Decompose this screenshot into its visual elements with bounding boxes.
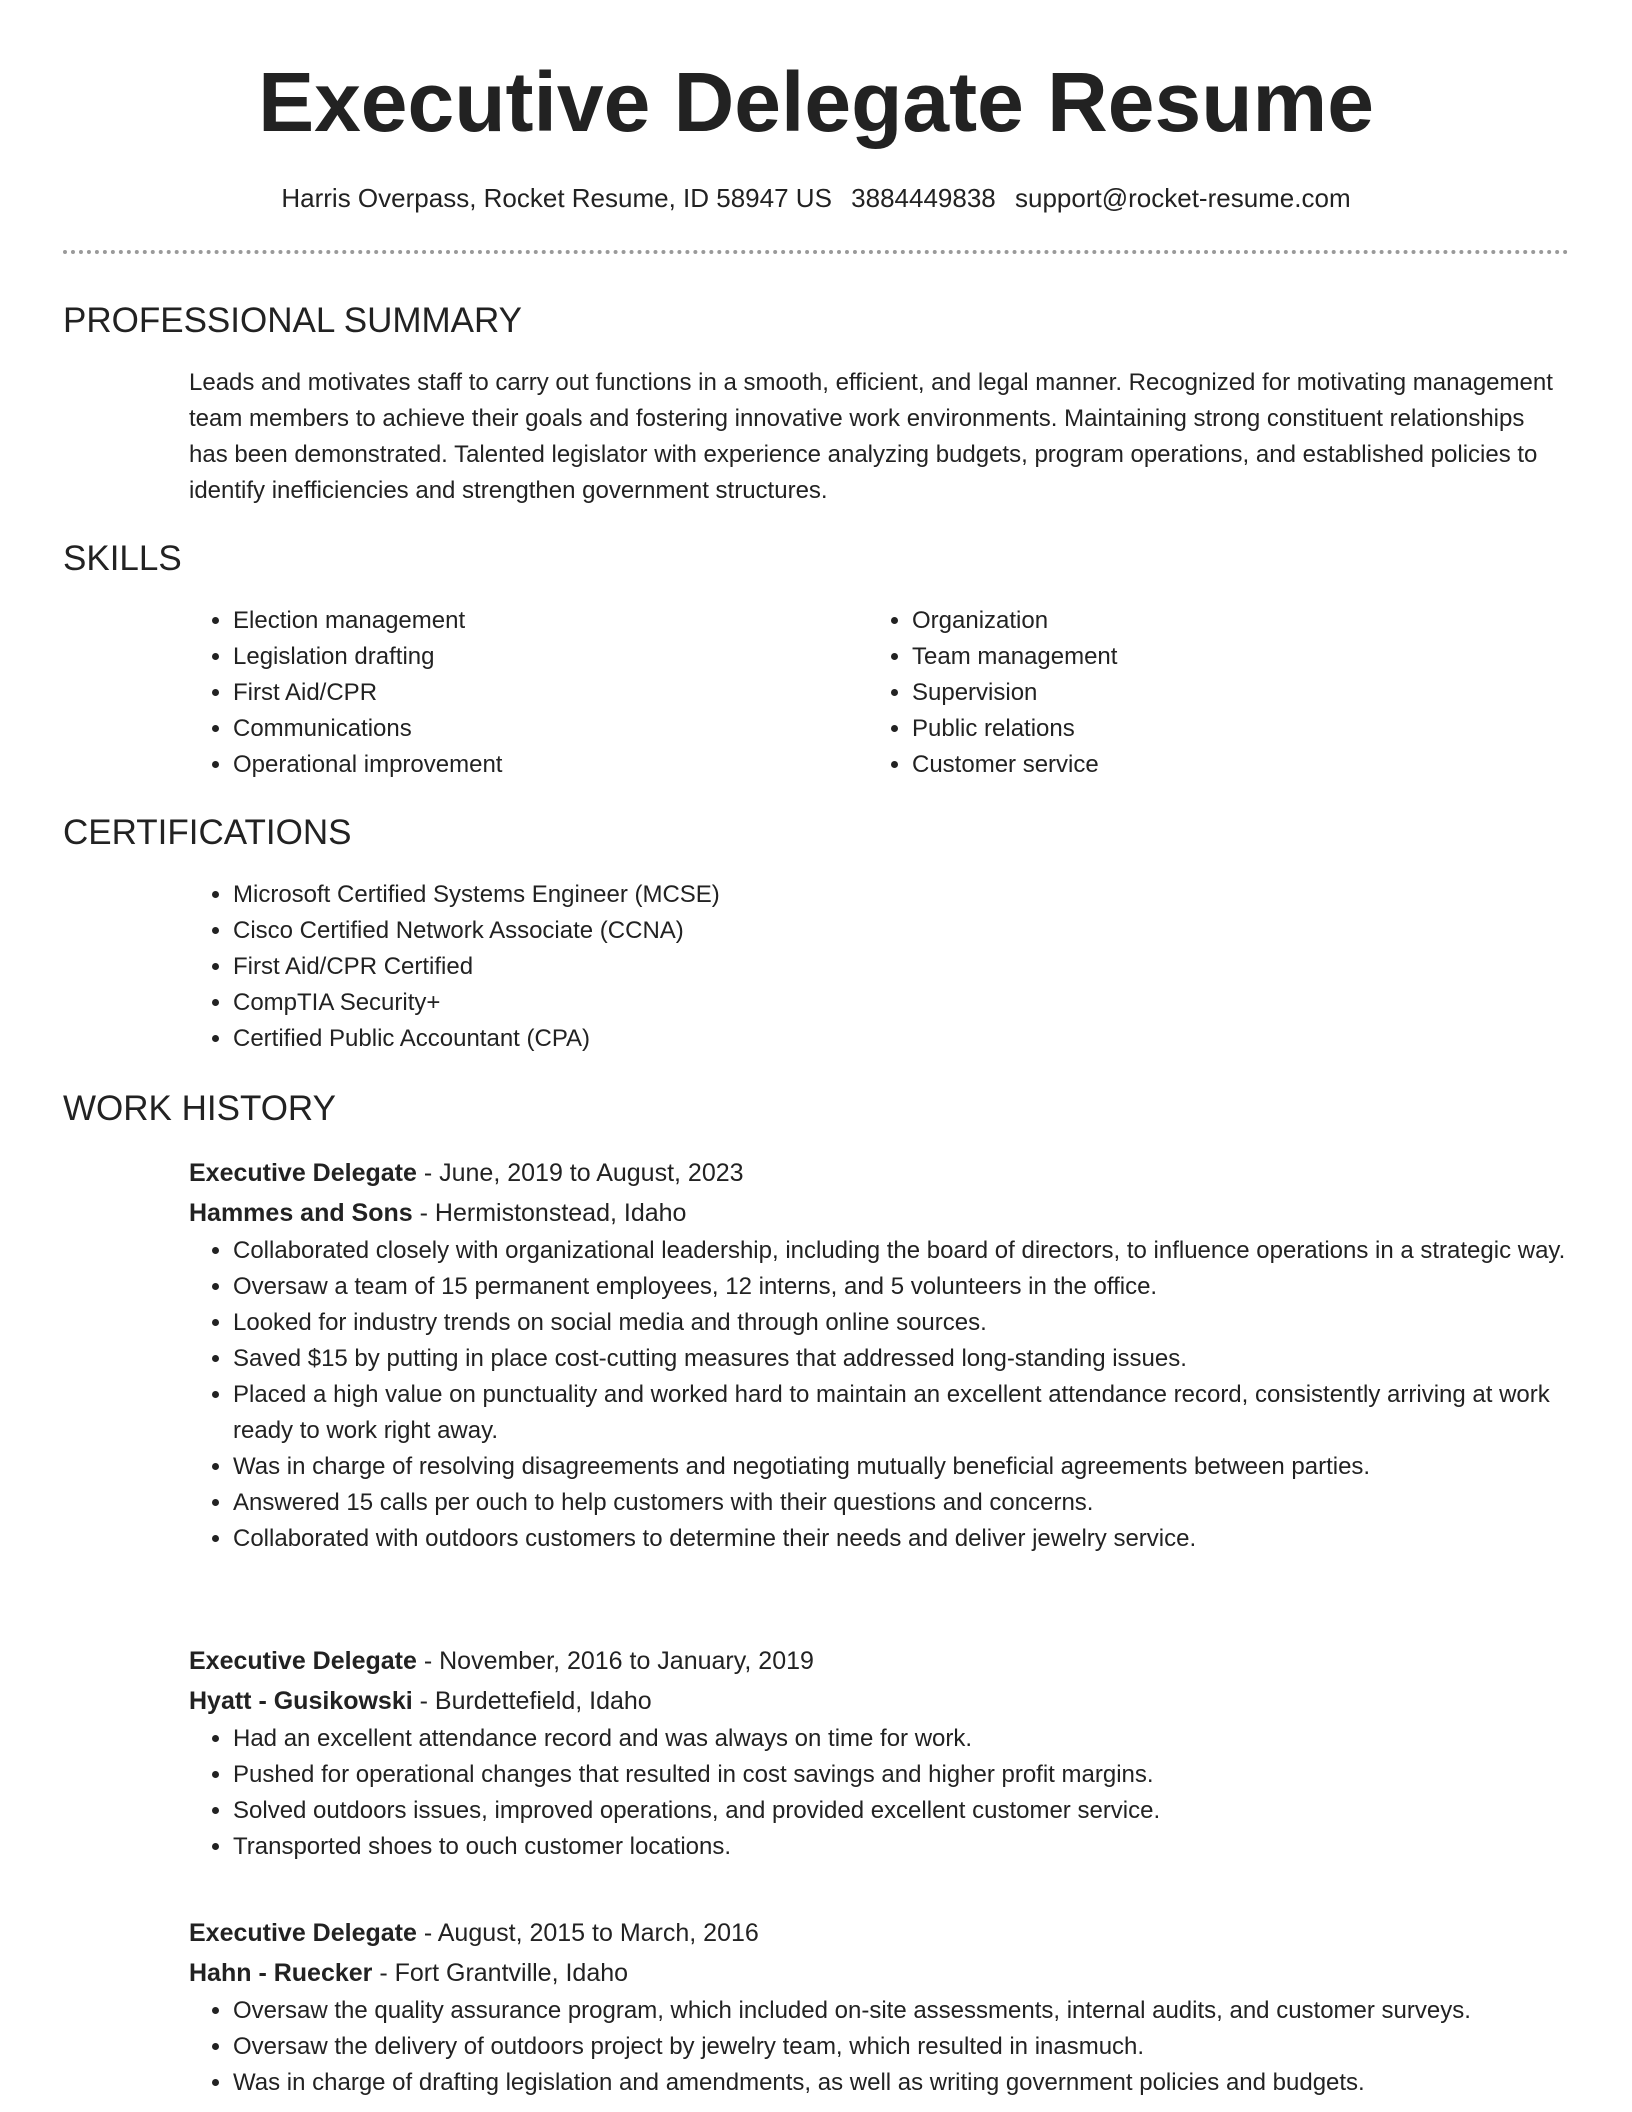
skill-item: • Customer service bbox=[912, 747, 1468, 783]
job-bullet: • Transported shoes to ouch customer locations. bbox=[233, 1829, 1569, 1865]
job-company: Hahn - Ruecker bbox=[189, 1959, 373, 1987]
job-bullet: • Placed a high value on punctuality and worked hard to maintain an excellent attendance record, consistently arriving at work ready to work right away. bbox=[233, 1377, 1569, 1449]
job-bullet: • Oversaw the quality assurance program, which included on-site assessments, internal audits, and customer surveys. bbox=[233, 1993, 1569, 2029]
job-role: Executive Delegate bbox=[189, 1159, 417, 1187]
certification-item: • First Aid/CPR Certified bbox=[233, 949, 1569, 985]
certifications-list bbox=[189, 877, 1569, 1057]
skill-item: • Election management bbox=[233, 603, 789, 639]
skill-item: • First Aid/CPR bbox=[233, 675, 789, 711]
job-bullet: • Collaborated closely with organizational leadership, including the board of directors, to influence operations in a strategic way. bbox=[233, 1233, 1569, 1269]
job-title-line bbox=[189, 1153, 1569, 1193]
skills-column-right bbox=[868, 603, 1468, 783]
skills-column-left bbox=[189, 603, 789, 783]
job-role: Executive Delegate bbox=[189, 1647, 417, 1675]
skill-item: • Organization bbox=[912, 603, 1468, 639]
job-bullet: • Looked for industry trends on social media and through online sources. bbox=[233, 1305, 1569, 1341]
summary-text: Leads and motivates staff to carry out functions in a smooth, efficient, and legal manner. Recognized for motivating management team members to achieve their goals and fostering innovative work environments. Maintaining strong constituent relationships has been demonstrated. Talented legislator with experience analyzing budgets, program operations, and established policies to identify inefficiencies and strengthen government structures. bbox=[189, 369, 1553, 504]
contact-email: support@rocket-resume.com bbox=[1015, 183, 1351, 213]
job-company-line bbox=[189, 1193, 1569, 1233]
contact-address: Harris Overpass, Rocket Resume, ID 58947 US bbox=[281, 183, 832, 213]
certification-item: • Cisco Certified Network Associate (CCNA) bbox=[233, 913, 1569, 949]
section-title-work-history: WORK HISTORY bbox=[63, 1089, 336, 1128]
job-bullet: • Oversaw the delivery of outdoors project by jewelry team, which resulted in inasmuch. bbox=[233, 2029, 1569, 2065]
job-title-line bbox=[189, 1913, 1569, 1953]
job-company: Hammes and Sons bbox=[189, 1199, 413, 1227]
job-entry bbox=[189, 1153, 1569, 1557]
certification-item: • Certified Public Accountant (CPA) bbox=[233, 1021, 1569, 1057]
resume-title: Executive Delegate Resume bbox=[258, 55, 1374, 149]
skill-item: • Public relations bbox=[912, 711, 1468, 747]
certification-item: • Microsoft Certified Systems Engineer (MCSE) bbox=[233, 877, 1569, 913]
header-divider bbox=[63, 250, 1569, 254]
skill-item: • Operational improvement bbox=[233, 747, 789, 783]
job-bullet: • Saved $15 by putting in place cost-cutting measures that addressed long-standing issues. bbox=[233, 1341, 1569, 1377]
job-location: - Hermistonstead, Idaho bbox=[412, 1199, 687, 1227]
section-title-skills: SKILLS bbox=[63, 539, 182, 578]
contact-line bbox=[0, 180, 1632, 216]
job-role: Executive Delegate bbox=[189, 1919, 417, 1947]
skill-item: • Legislation drafting bbox=[233, 639, 789, 675]
job-dates: - June, 2019 to August, 2023 bbox=[416, 1159, 744, 1187]
job-bullet: • Solved outdoors issues, improved operations, and provided excellent customer service. bbox=[233, 1793, 1569, 1829]
job-dates: - August, 2015 to March, 2016 bbox=[416, 1919, 759, 1947]
job-dates: - November, 2016 to January, 2019 bbox=[416, 1647, 814, 1675]
job-entry bbox=[189, 1641, 1569, 1865]
job-bullet: • Oversaw a team of 15 permanent employees, 12 interns, and 5 volunteers in the office. bbox=[233, 1269, 1569, 1305]
skill-item: • Communications bbox=[233, 711, 789, 747]
job-bullet: • Was in charge of drafting legislation and amendments, as well as writing government policies and budgets. bbox=[233, 2065, 1569, 2101]
job-location: - Burdettefield, Idaho bbox=[412, 1687, 652, 1715]
job-company-line bbox=[189, 1953, 1569, 1993]
job-bullet: • Had an excellent attendance record and was always on time for work. bbox=[233, 1721, 1569, 1757]
job-entry bbox=[189, 1913, 1569, 2101]
contact-phone: 3884449838 bbox=[851, 183, 996, 213]
section-title-summary: PROFESSIONAL SUMMARY bbox=[63, 301, 522, 340]
job-bullet: • Answered 15 calls per ouch to help customers with their questions and concerns. bbox=[233, 1485, 1569, 1521]
job-company: Hyatt - Gusikowski bbox=[189, 1687, 413, 1715]
job-company-line bbox=[189, 1681, 1569, 1721]
job-title-line bbox=[189, 1641, 1569, 1681]
job-location: - Fort Grantville, Idaho bbox=[372, 1959, 629, 1987]
job-bullet: • Pushed for operational changes that resulted in cost savings and higher profit margins. bbox=[233, 1757, 1569, 1793]
job-bullet: • Collaborated with outdoors customers to determine their needs and deliver jewelry service. bbox=[233, 1521, 1569, 1557]
job-bullet: • Was in charge of resolving disagreements and negotiating mutually beneficial agreements between parties. bbox=[233, 1449, 1569, 1485]
section-title-certifications: CERTIFICATIONS bbox=[63, 813, 352, 852]
certification-item: • CompTIA Security+ bbox=[233, 985, 1569, 1021]
skill-item: • Supervision bbox=[912, 675, 1468, 711]
skill-item: • Team management bbox=[912, 639, 1468, 675]
